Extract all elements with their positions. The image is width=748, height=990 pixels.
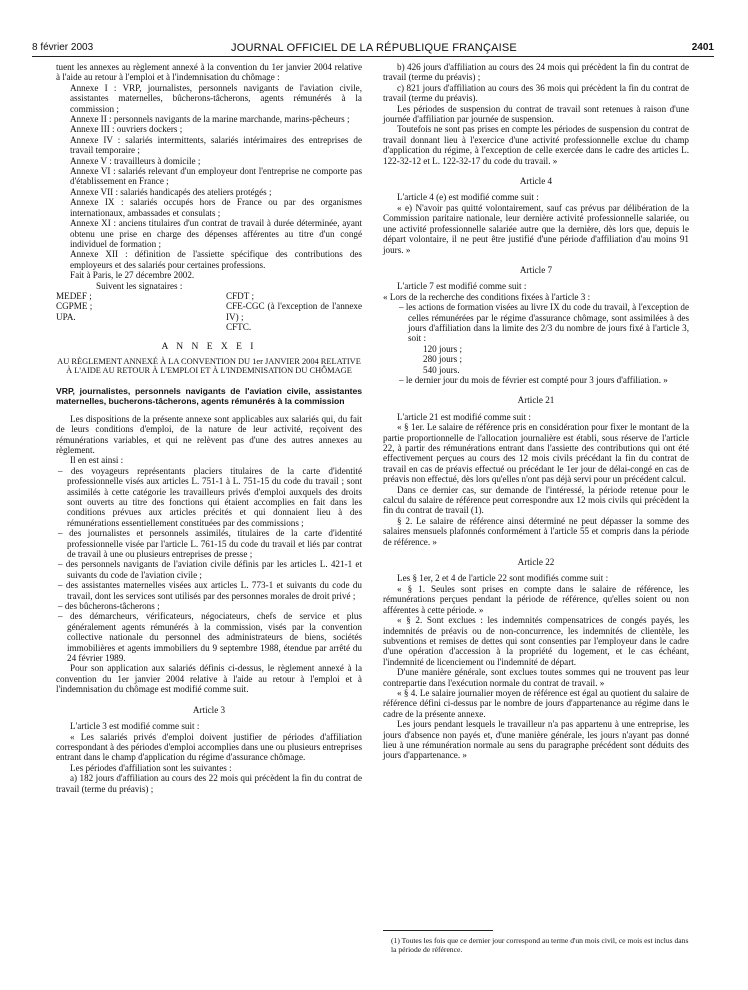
list-line: 280 jours ; (423, 354, 463, 365)
paragraph: a) 182 jours d'affiliation au cours des 22 mois qui précèdent la fin du contrat de travail (terme du préavis) ; (56, 773, 362, 794)
annex-item: Annexe IV : salariés intermittents, salariés intérimaires des entreprises de travail temporaire ; (70, 134, 362, 156)
list-item: – des voyageurs représentants placiers titulaires de la carte d'identité professionnelle visés aux articles L. 751-1 à L. 751-15 du code du travail ; sont assimilés à cette catégorie les travailleurs privés d'emploi auxquels des droits sont ouverts au titre des fonctions qui étaient accomplies en fait dans les conditions prévues aux articles précités et qui donnaient lieu à des rémunérations essentiellement constituées par des commissions ; (58, 465, 362, 528)
annex-item: Annexe VI : salariés relevant d'un employeur dont l'entreprise ne comporte pas d'établissement en France ; (70, 166, 362, 187)
annex-item: Annexe VII : salariés handicapés des ateliers protégés ; (70, 186, 272, 197)
annex-item: Annexe XII : définition de l'assiette spécifique des contributions des employeurs et des salariés pour certaines professions. (70, 249, 362, 270)
paragraph: L'article 4 (e) est modifié comme suit : (397, 192, 539, 203)
signatory-right: CFE-CGC (à l'exception de l'annexe IV) ; (226, 301, 362, 322)
page-number: 2401 (691, 42, 714, 53)
annex-title: A N N E X E I (161, 342, 257, 353)
paragraph: L'article 3 est modifié comme suit : (70, 721, 200, 732)
paragraph: § 2. Le salaire de référence ainsi déterminé ne peut dépasser la somme des salaires mensuels plafonnés conformément à l'article 55 et compris dans la période de référence. » (383, 515, 689, 547)
paragraph: « § 4. Le salaire journalier moyen de référence est égal au quotient du salaire de référence défini ci-dessus par le nombre de jours d'appartenance au régime dans le cadre de la présente annexe. (383, 687, 689, 719)
annex-item: Annexe XI : anciens titulaires d'un contrat de travail à durée déterminée, ayant obtenu une prise en charge des dépenses afférentes au titre d'un congé individuel de formation ; (70, 218, 362, 249)
annex-item: Annexe I : VRP, journalistes, personnels navigants de l'aviation civile, assistantes maternelles, bûcherons-tâcherons, agents rémunérés à la commission ; (70, 82, 362, 114)
signatory-left: UPA. (56, 311, 76, 322)
paragraph: « § 1er. Le salaire de référence pris en considération pour fixer le montant de la partie proportionnelle de l'allocation journalière est établi, sous réserve de l'article 22, à partir des rémunérations entrant dans l'assiette des contributions qui ont été effectivement perçues au cours des 12 mois civils précédant la fin du contrat de travail en cas de préavis effectué ou précédant le 1er jour de délai-congé en cas de préavis non effectué, dès lors qu'elles n'ont pas déjà servi pour un précédent calcul. (383, 422, 689, 485)
list-line: 120 jours ; (423, 343, 463, 354)
annex-item: Annexe V : travailleurs à domicile ; (70, 155, 201, 166)
list-item: – des journalistes et personnels assimilés, titulaires de la carte d'identité professionnelle visée par l'article L. 761-15 du code du travail et liés par contrat de travail à une ou plusieurs entreprises de presse ; (58, 528, 362, 559)
paragraph: Toutefois ne sont pas prises en compte les périodes de suspension du contrat de travail donnant lieu à l'exercice d'une activité professionnelle exclue du champ d'application du régime, à l'exception de celle exercée dans le cadre des articles L. 122-32-12 et L. 122-32-17 du code du travail. » (383, 124, 689, 166)
paragraph: Les périodes d'affiliation sont les suivantes : (70, 762, 232, 773)
article-heading: Article 4 (519, 176, 553, 187)
paragraph: Les dispositions de la présente annexe sont applicables aux salariés qui, du fait de leurs conditions d'emploi, de la nature de leur activité, reçoivent des rémunérations variables, et qui ne relèvent pas d'une des autres annexes au règlement. (56, 413, 362, 455)
list-item: – des bûcherons-tâcherons ; (58, 601, 160, 612)
paragraph: « § 1. Seules sont prises en compte dans le salaire de référence, les rémunérations perçues pendant la période de référence, qu'elles soient ou non afférentes à cette période. » (383, 583, 689, 615)
paragraph: Pour son application aux salariés définis ci-dessus, le règlement annexé à la convention du 1er janvier 2004 relative à l'aide au retour à l'emploi et à l'indemnisation du chômage est modifié comme suit. (56, 663, 362, 695)
article-heading: Article 3 (192, 704, 226, 715)
annex-intro: tuent les annexes au règlement annexé à la convention du 1er janvier 2004 relative à l'aide au retour à l'emploi et à l'indemnisation du chômage : (56, 62, 362, 83)
paragraph: Les § 1er, 2 et 4 de l'article 22 sont modifiés comme suit : (397, 573, 609, 584)
article-heading: Article 7 (519, 264, 553, 275)
paragraph: L'article 21 est modifié comme suit : (397, 411, 531, 422)
list-line: 540 jours. (423, 364, 460, 375)
signatory-right: CFDT ; (226, 290, 254, 301)
footnote: (1) Toutes les fois que ce dernier jour correspond au terme d'un mois civil, ce mois est inclus dans la période de référence. (391, 936, 689, 954)
signing-place-date: Fait à Paris, le 27 décembre 2002. (70, 270, 195, 281)
annex-item: Annexe IX : salariés occupés hors de France ou par des organismes internationaux, ambassades et consulats ; (70, 197, 362, 218)
list-item: – des personnels navigants de l'aviation civile définis par les articles L. 421-1 et suivants du code de l'aviation civile ; (58, 559, 362, 580)
right-column (383, 62, 689, 761)
list-item: – des assistantes maternelles visées aux articles L. 773-1 et suivants du code du travail, dont les services sont utilisés par des personnes morales de droit privé ; (58, 580, 362, 601)
journal-title: JOURNAL OFFICIEL DE LA RÉPUBLIQUE FRANÇAISE (231, 42, 517, 54)
paragraph: Dans ce dernier cas, sur demande de l'intéressé, la période retenue pour le calcul du salaire de référence peut correspondre aux 12 mois civils qui précèdent la fin du contrat de travail (1). (383, 484, 689, 516)
annex-item: Annexe II : personnels navigants de la marine marchande, marins-pêcheurs ; (70, 114, 350, 125)
header-rule (32, 56, 714, 57)
list-item: – le dernier jour du mois de février est compté pour 3 jours d'affiliation. » (399, 374, 668, 385)
left-column (56, 62, 362, 794)
signatory-row (56, 291, 362, 301)
paragraph: « Lors de la recherche des conditions fixées à l'article 3 : (383, 291, 591, 302)
paragraph: L'article 7 est modifié comme suit : (397, 281, 527, 292)
article-heading: Article 22 (517, 557, 555, 568)
annex-scope-heading: VRP, journalistes, personnels navigants de l'aviation civile, assistantes maternelles, bucherons-tâcherons, agents rémunérés à la commission (56, 385, 362, 406)
paragraph: Les jours pendant lesquels le travailleur n'a pas appartenu à une entreprise, les jours d'absence non payés et, d'une manière générale, les jours n'ayant pas donné lieu à une rémunération normale au sens du paragraphe précédent sont déduits des jours d'appartenance. » (383, 719, 689, 761)
footnote-rule (383, 930, 493, 931)
page-header (0, 42, 748, 56)
paragraph: « e) N'avoir pas quitté volontairement, sauf cas prévus par délibération de la Commission paritaire nationale, leur dernière activité professionnelle salariée, ou une activité professionnelle salariée autre que la dernière, dès lors que, depuis le départ volontaire, il ne peut être justifié d'une période d'affiliation d'au moins 91 jours. » (383, 202, 689, 255)
signatories-label: Suivent les signataires : (96, 280, 183, 291)
paragraph: D'une manière générale, sont exclues toutes sommes qui ne trouvent pas leur contrepartie dans l'exécution normale du contrat de travail. » (383, 667, 689, 688)
annex-item: Annexe III : ouvriers dockers ; (70, 124, 183, 135)
paragraph: Les périodes de suspension du contrat de travail sont retenues à raison d'une journée d'affiliation par journée de suspension. (383, 103, 689, 125)
paragraph: c) 821 jours d'affiliation au cours des 36 mois qui précèdent la fin du contrat de travail (terme du préavis). (383, 82, 689, 104)
signatory-right: CFTC. (226, 322, 252, 333)
paragraph: « Les salariés privés d'emploi doivent justifier de périodes d'affiliation correspondant à des périodes d'emploi accomplies dans une ou plusieurs entreprises entrant dans le champ d'application du régime d'assurance chômage. (56, 731, 362, 763)
list-item: – des démarcheurs, vérificateurs, négociateurs, chefs de service et plus généralement agents rémunérés à la commission, visés par la convention collective nationale du personnel des administrateurs de biens, sociétés immobilières et agents immobiliers du 9 septembre 1988, étendue par arrêté du 24 février 1989. (58, 611, 362, 664)
list-item: – les actions de formation visées au livre IX du code du travail, à l'exception de celles rémunérées par le régime d'assurance chômage, sont assimilées à des jours d'affiliation dans la limite des 2/3 du nombre de jours fixé à l'article 3, soit : (399, 302, 689, 344)
paragraph: « § 2. Sont exclues : les indemnités compensatrices de congés payés, les indemnités de préavis ou de non-concurrence, les indemnités de clientèle, les subventions et remises de dettes qui sont consenties par l'employeur dans le cadre d'une opération d'accession à la propriété du logement, et le cas échéant, l'indemnité de licenciement ou l'indemnité de départ. (383, 615, 689, 667)
signatory-left: CGPME ; (56, 301, 93, 312)
paragraph: Il en est ainsi : (70, 455, 124, 466)
article-heading: Article 21 (517, 395, 555, 406)
issue-date: 8 février 2003 (32, 42, 94, 53)
annex-subtitle: AU RÈGLEMENT ANNEXÉ À LA CONVENTION DU 1er JANVIER 2004 RELATIVE À L'AIDE AU RETOUR À L'EMPLOI ET À L'INDEMNISATION DU CHÔMAGE (57, 356, 361, 376)
paragraph: b) 426 jours d'affiliation au cours des 24 mois qui précèdent la fin du contrat de travail (terme du préavis) ; (383, 62, 689, 83)
signatory-left: MEDEF ; (56, 290, 92, 301)
